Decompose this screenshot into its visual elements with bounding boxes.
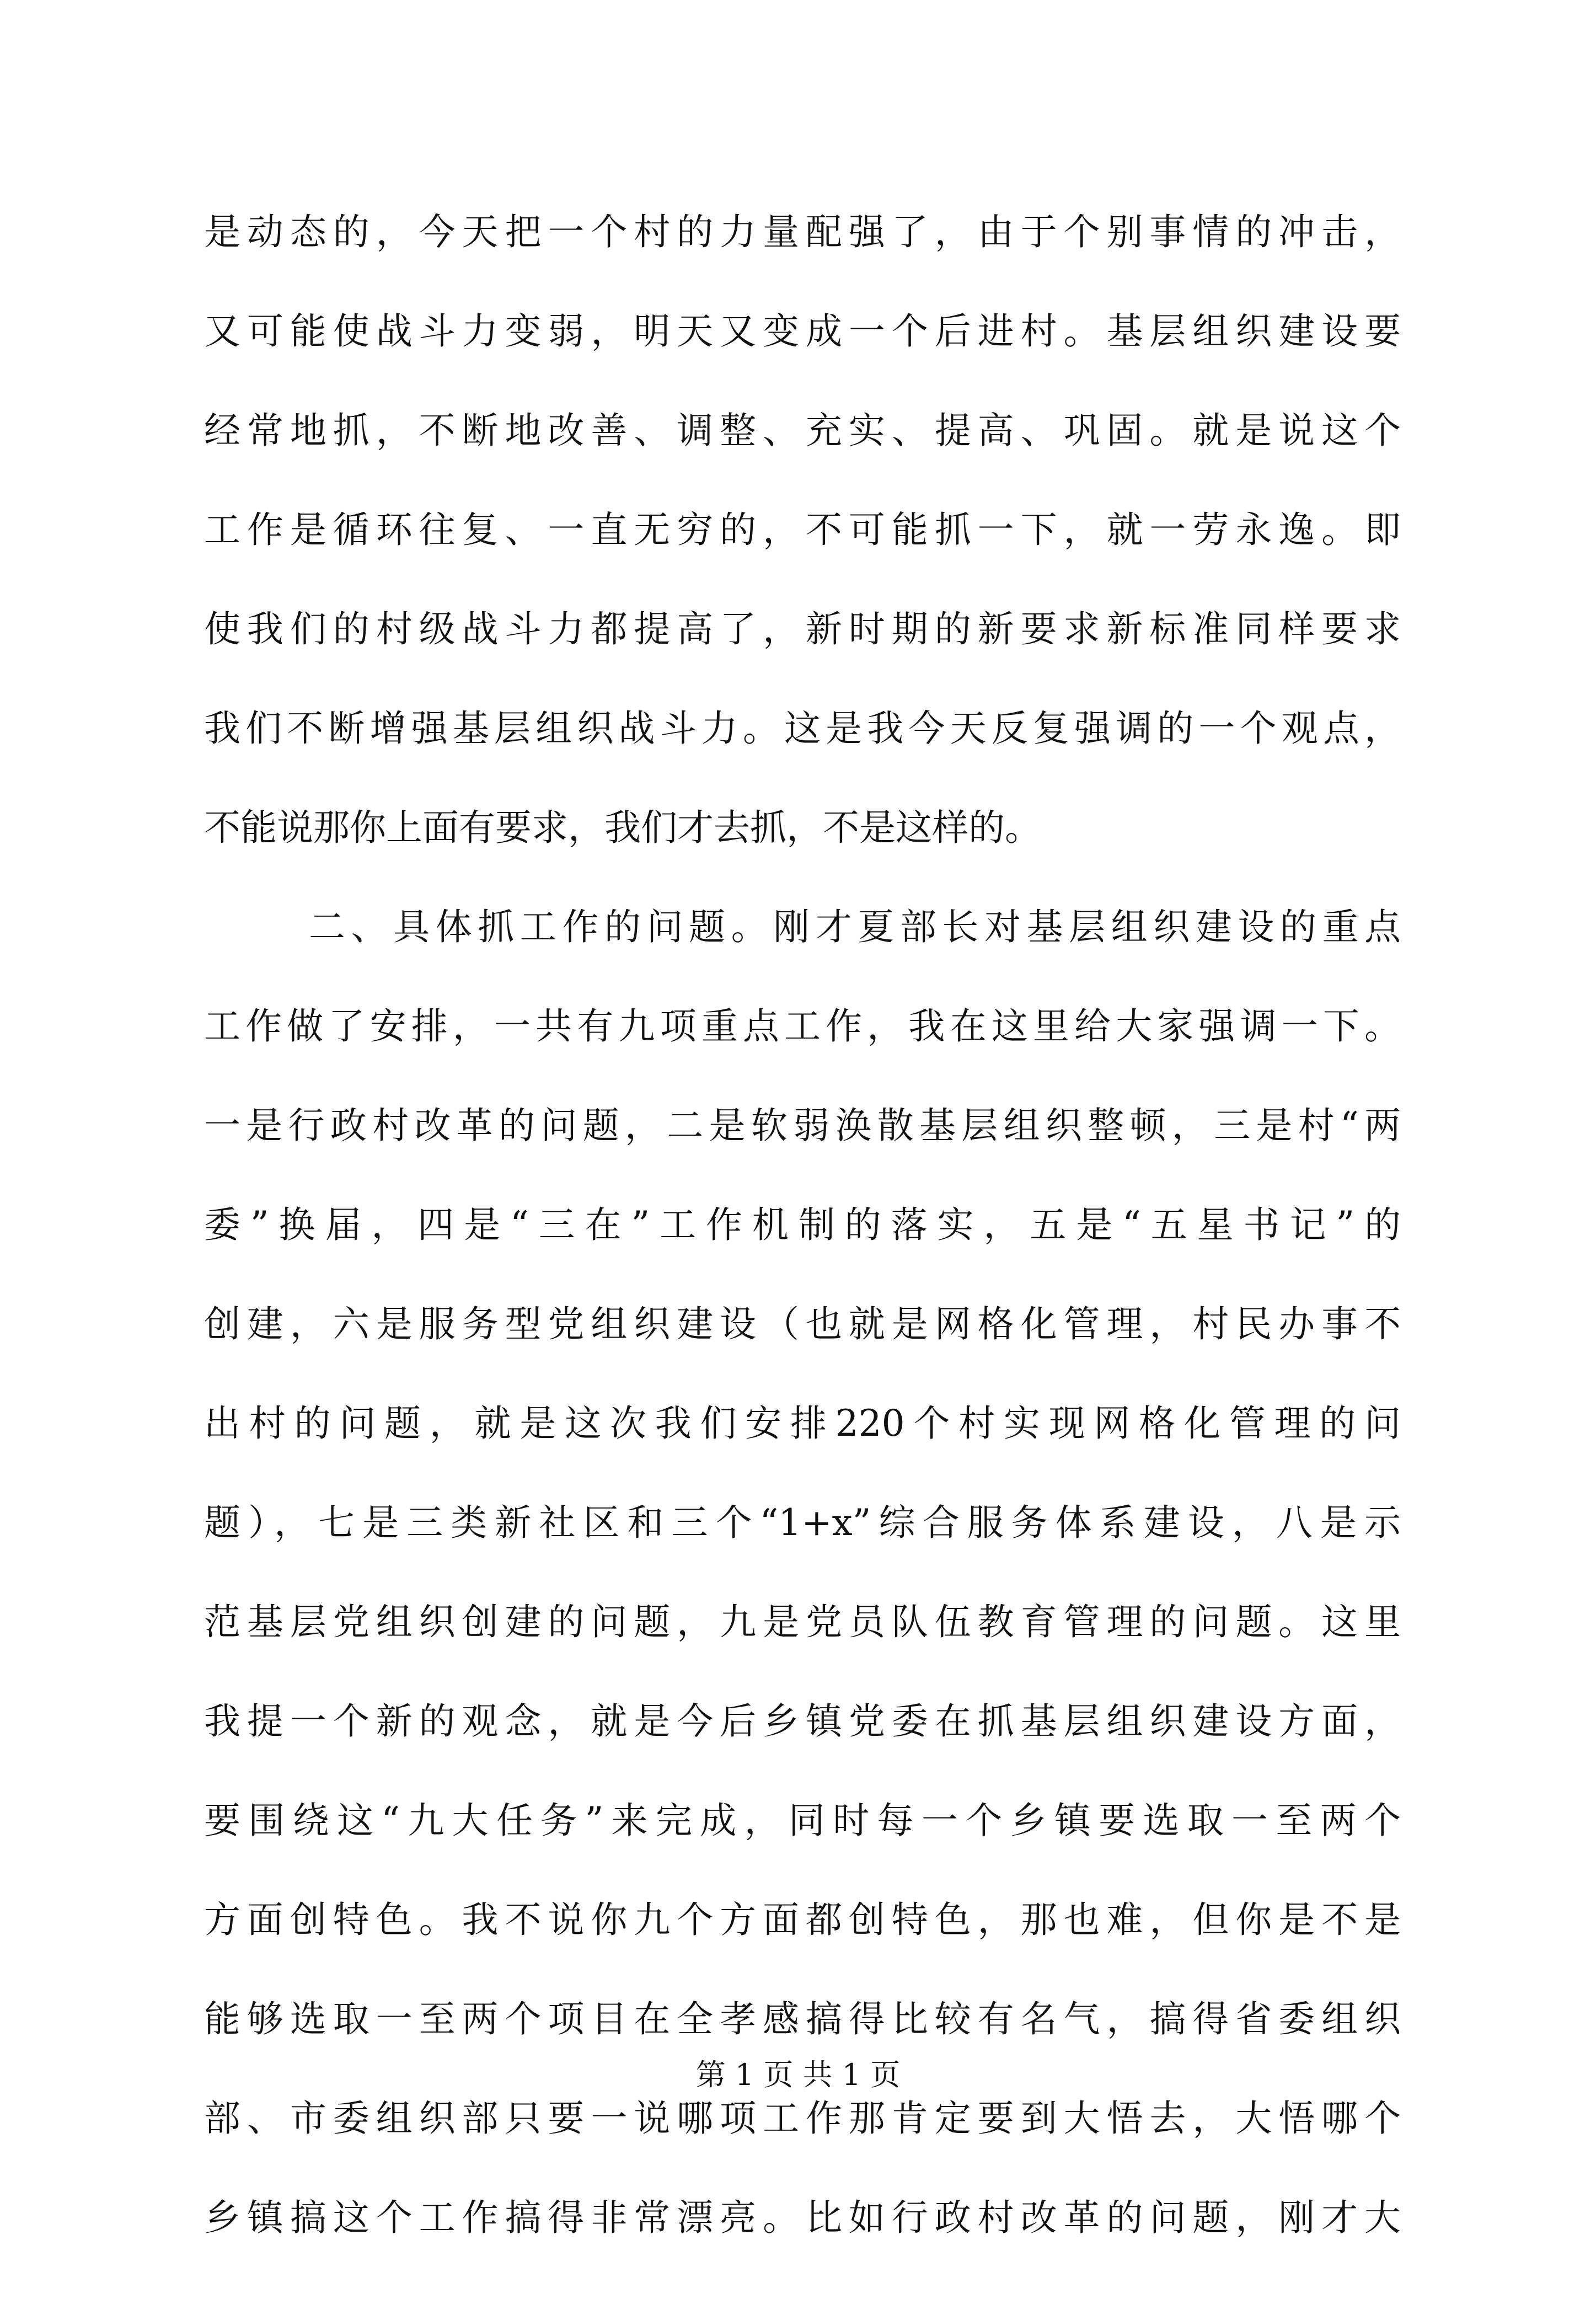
text-line-16: 我提一个新的观念，就是今后乡镇党委在抓基层组织建设方面，	[204, 1700, 1401, 1742]
text-line-4: 工作是循环往复、一直无穷的，不可能抓一下，就一劳永逸。即	[204, 509, 1401, 551]
text-line-13: 出村的问题，就是这次我们安排220个村实现网格化管理的问	[204, 1402, 1401, 1445]
text-line-5: 使我们的村级战斗力都提高了，新时期的新要求新标准同样要求	[204, 608, 1401, 650]
text-line-15: 范基层党组织创建的问题，九是党员队伍教育管理的问题。这里	[204, 1601, 1401, 1643]
text-line-2: 又可能使战斗力变弱，明天又变成一个后进村。基层组织建设要	[204, 310, 1401, 352]
text-line-6: 我们不断增强基层组织战斗力。这是我今天反复强调的一个观点，	[204, 707, 1401, 750]
text-line-3: 经常地抓，不断地改善、调整、充实、提高、巩固。就是说这个	[204, 409, 1401, 452]
text-line-18: 方面创特色。我不说你九个方面都创特色，那也难，但你是不是	[204, 1899, 1401, 1941]
text-line-21: 乡镇搞这个工作搞得非常漂亮。比如行政村改革的问题，刚才大	[204, 2196, 1401, 2239]
text-line-19: 能够选取一至两个项目在全孝感搞得比较有名气，搞得省委组织	[204, 1998, 1401, 2040]
text-line-1: 是动态的，今天把一个村的力量配强了，由于个别事情的冲击，	[204, 211, 1401, 253]
text-line-14: 题），七是三类新社区和三个“1+x”综合服务体系建设，八是示	[204, 1501, 1401, 1544]
text-line-12: 创建，六是服务型党组织建设（也就是网格化管理，村民办事不	[204, 1303, 1401, 1345]
document-body	[204, 211, 1401, 2299]
page-number-indicator: 第 1 页 共 1 页	[695, 2057, 901, 2092]
text-line-17: 要围绕这“九大任务”来完成，同时每一个乡镇要选取一至两个	[204, 1799, 1401, 1842]
text-line-8: 二、具体抓工作的问题。刚才夏部长对基层组织建设的重点	[309, 906, 1401, 948]
text-line-11: 委”换届，四是“三在”工作机制的落实，五是“五星书记”的	[204, 1204, 1401, 1246]
text-line-20: 部、市委组织部只要一说哪项工作那肯定要到大悟去，大悟哪个	[204, 2097, 1401, 2140]
page-footer	[0, 2057, 1596, 2092]
text-line-7: 不能说那你上面有要求，我们才去抓，不是这样的。	[204, 806, 1041, 849]
text-line-10: 一是行政村改革的问题，二是软弱涣散基层组织整顿，三是村“两	[204, 1104, 1401, 1147]
text-line-9: 工作做了安排，一共有九项重点工作，我在这里给大家强调一下。	[204, 1005, 1401, 1047]
